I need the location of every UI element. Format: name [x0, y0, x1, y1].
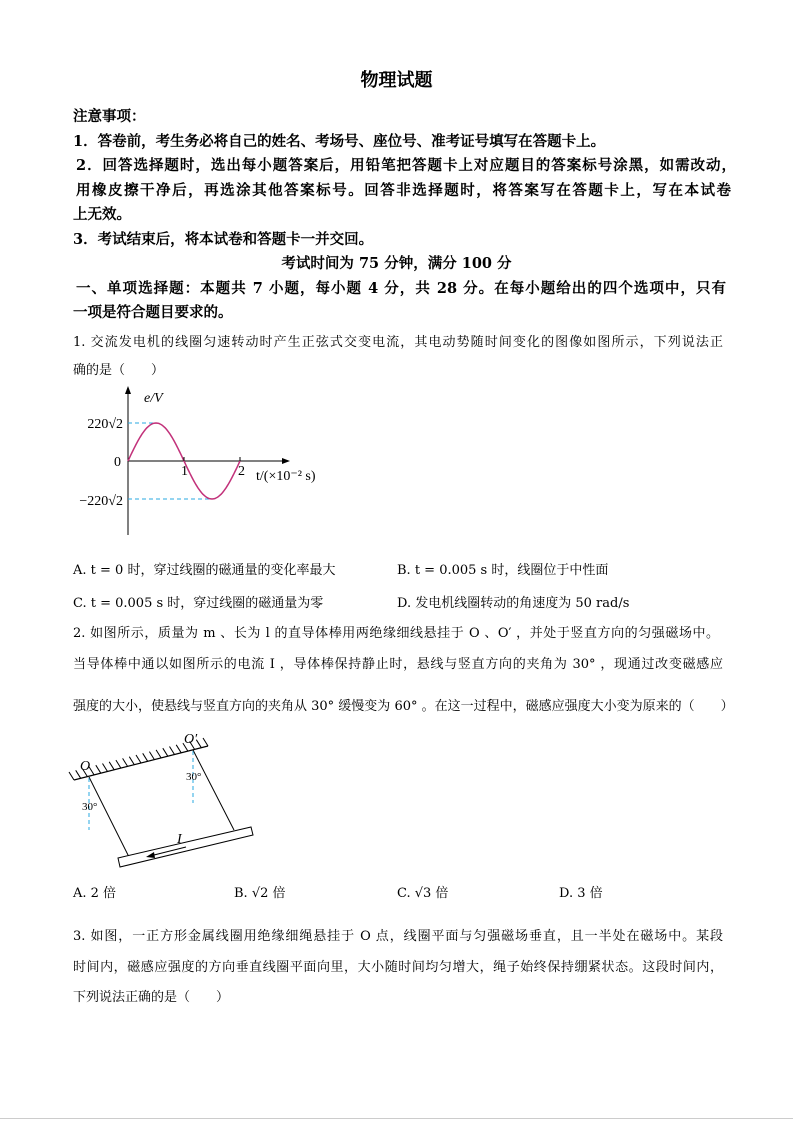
q3-text: 时间内，磁感应强度的方向垂直线圈平面向里，大小随时间均匀增大，绳子始终保持绷紧状态。这段时间内， [73, 960, 723, 975]
y-label: e/V [144, 391, 163, 406]
page-title: 物理试题 [360, 70, 433, 91]
q2-option-b[interactable]: B. √2 倍 [234, 886, 286, 901]
y-axis-arrow [125, 386, 131, 394]
thread-left [89, 777, 129, 857]
hatch-mark [176, 745, 181, 753]
hatch-mark [96, 765, 101, 773]
q2-text: 当导体棒中通以如图所示的电流 I ，导体棒保持静止时，悬线与竖直方向的夹角为 30° ，现通过改变磁感应 [73, 657, 723, 672]
hatch-mark [156, 750, 161, 758]
suspended-rod-figure [69, 732, 253, 867]
q2-option-a[interactable]: A. 2 倍 [73, 886, 117, 901]
label-O: O [80, 759, 91, 774]
x-tick-1: 1 [181, 464, 188, 479]
notice-item: 1．答卷前，考生务必将自己的姓名、考场号、座位号、准考证号填写在答题卡上。 [73, 133, 606, 150]
hatch-mark [170, 747, 175, 755]
q2-option-d[interactable]: D. 3 倍 [559, 886, 603, 901]
hatch-mark [116, 760, 121, 768]
notice-item: 2．回答选择题时，选出每小题答案后，用铅笔把答题卡上对应题目的答案标号涂黑，如需改动， [76, 157, 736, 174]
label-current: I [177, 832, 182, 847]
q2-text: 强度的大小，使悬线与竖直方向的夹角从 30° 缓慢变为 60° 。在这一过程中，磁感应强度大小变为原来的（ ） [73, 699, 734, 714]
q1-option-a[interactable]: A. t = 0 时，穿过线圈的磁通量的变化率最大 [73, 563, 336, 578]
q1-text: 确的是（ ） [73, 363, 165, 378]
q2-text: 2. 如图所示，质量为 m 、长为 l 的直导体棒用两绝缘细线悬挂于 O 、O′ ，并处于竖直方向的匀强磁场中。 [73, 626, 719, 641]
thread-right [193, 750, 234, 830]
q3-text: 3. 如图，一正方形金属线圈用绝缘细绳悬挂于 O 点，线圈平面与匀强磁场垂直，且一半处在磁场中。某段 [73, 929, 723, 944]
x-label: t/(×10⁻² s) [256, 469, 316, 484]
label-O-prime: O′ [184, 732, 198, 747]
angle-left: 30° [82, 801, 98, 813]
notice-item: 3．考试结束后，将本试卷和答题卡一并交回。 [73, 231, 374, 248]
q1-option-d[interactable]: D. 发电机线圈转动的角速度为 50 rad/s [397, 596, 630, 611]
q1-option-c[interactable]: C. t = 0.005 s 时，穿过线圈的磁通量为零 [73, 596, 324, 611]
notice-item: 上无效。 [73, 206, 131, 223]
q3-text: 下列说法正确的是（ ） [73, 990, 230, 1005]
q2-option-c[interactable]: C. √3 倍 [397, 886, 449, 901]
hatch-mark [109, 762, 114, 770]
q1-option-b[interactable]: B. t = 0.005 s 时，线圈位于中性面 [397, 563, 609, 578]
hatch-mark [149, 752, 154, 760]
q1-text: 1. 交流发电机的线圈匀速转动时产生正弦式交变电流，其电动势随时间变化的图像如图所示，下列说法正 [73, 335, 723, 350]
hatch-mark [136, 755, 141, 763]
origin-label: 0 [114, 455, 121, 470]
notice-heading: 注意事项： [73, 108, 146, 125]
hatch-mark [103, 764, 108, 772]
hatch-mark [129, 757, 134, 765]
y-pos-label: 220√2 [87, 417, 123, 432]
x-tick-2: 2 [238, 464, 245, 479]
hatch-mark [69, 772, 74, 780]
notice-item: 用橡皮擦干净后，再选涂其他答案标号。回答非选择题时，将答案写在答题卡上，写在本试卷 [76, 182, 731, 199]
hatch-mark [203, 738, 208, 746]
emf-graph [79, 386, 315, 535]
hatch-mark [143, 753, 148, 761]
section-heading: 一、单项选择题：本题共 7 小题，每小题 4 分，共 28 分。在每小题给出的四个选项中，只有 [76, 280, 726, 297]
hatch-mark [123, 758, 128, 766]
hatch-mark [163, 748, 168, 756]
exam-info: 考试时间为 75 分钟，满分 100 分 [281, 255, 512, 272]
angle-right: 30° [186, 771, 202, 783]
x-axis-arrow [282, 458, 290, 464]
y-neg-label: −220√2 [79, 494, 123, 509]
page-bottom-border [0, 1118, 793, 1119]
section-heading: 一项是符合题目要求的。 [73, 304, 233, 321]
